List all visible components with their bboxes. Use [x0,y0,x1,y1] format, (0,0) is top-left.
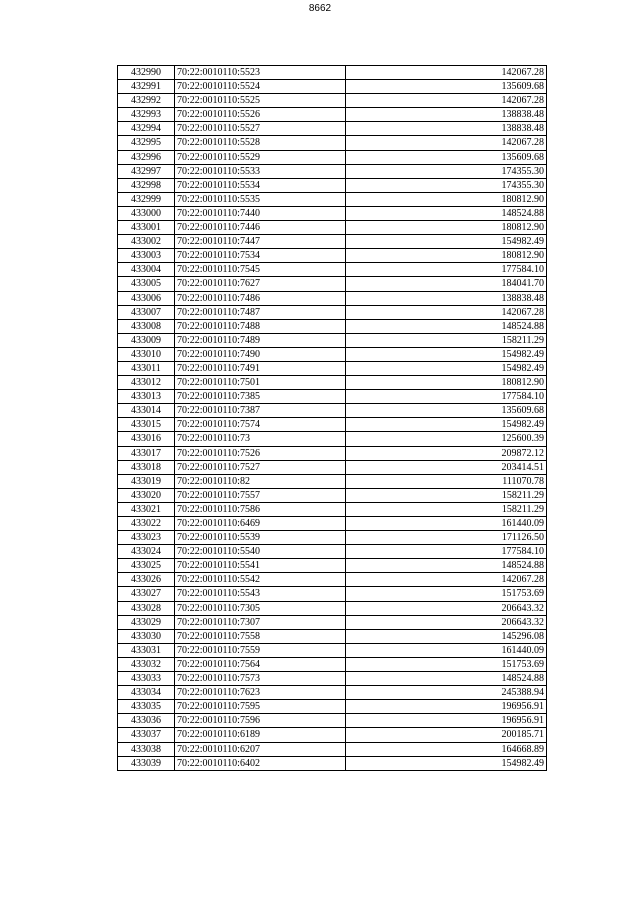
row-number-cell: 432992 [118,94,175,108]
value-cell: 180812.90 [346,376,547,390]
table-row [118,164,547,178]
row-number-cell: 433028 [118,601,175,615]
row-number-cell: 433006 [118,291,175,305]
row-number-cell: 433024 [118,545,175,559]
value-cell: 203414.51 [346,460,547,474]
value-cell: 196956.91 [346,700,547,714]
value-cell: 154982.49 [346,347,547,361]
cadastral-number-cell: 70:22:0010110:7446 [175,221,346,235]
row-number-cell: 433019 [118,474,175,488]
table-body [118,66,547,771]
row-number-cell: 433014 [118,404,175,418]
value-cell: 138838.48 [346,122,547,136]
row-number-cell: 433003 [118,249,175,263]
row-number-cell: 433038 [118,742,175,756]
cadastral-number-cell: 70:22:0010110:7491 [175,361,346,375]
row-number-cell: 432990 [118,66,175,80]
cadastral-number-cell: 70:22:0010110:6469 [175,517,346,531]
cadastral-number-cell: 70:22:0010110:7574 [175,418,346,432]
cadastral-number-cell: 70:22:0010110:5540 [175,545,346,559]
row-number-cell: 433036 [118,714,175,728]
cadastral-number-cell: 70:22:0010110:7527 [175,460,346,474]
value-cell: 151753.69 [346,587,547,601]
cadastral-number-cell: 70:22:0010110:7526 [175,446,346,460]
table-row [118,601,547,615]
table-row [118,742,547,756]
value-cell: 142067.28 [346,94,547,108]
cadastral-number-cell: 70:22:0010110:5525 [175,94,346,108]
table-row [118,361,547,375]
cadastral-number-cell: 70:22:0010110:7440 [175,206,346,220]
value-cell: 148524.88 [346,319,547,333]
table-row [118,136,547,150]
row-number-cell: 432995 [118,136,175,150]
value-cell: 148524.88 [346,206,547,220]
row-number-cell: 433023 [118,531,175,545]
value-cell: 184041.70 [346,277,547,291]
row-number-cell: 433021 [118,502,175,516]
table-row [118,517,547,531]
row-number-cell: 433001 [118,221,175,235]
table-row [118,446,547,460]
page-number: 8662 [308,3,332,14]
row-number-cell: 433000 [118,206,175,220]
table-row [118,756,547,770]
cadastral-number-cell: 70:22:0010110:7307 [175,615,346,629]
value-cell: 177584.10 [346,545,547,559]
table-row [118,178,547,192]
value-cell: 154982.49 [346,418,547,432]
table-row [118,700,547,714]
row-number-cell: 433011 [118,361,175,375]
cadastral-number-cell: 70:22:0010110:6207 [175,742,346,756]
cadastral-number-cell: 70:22:0010110:7488 [175,319,346,333]
table-row [118,657,547,671]
table-row [118,333,547,347]
row-number-cell: 433035 [118,700,175,714]
row-number-cell: 433030 [118,629,175,643]
cadastral-value-table [117,65,547,771]
value-cell: 135609.68 [346,150,547,164]
cadastral-number-cell: 70:22:0010110:6402 [175,756,346,770]
table-row [118,319,547,333]
value-cell: 180812.90 [346,249,547,263]
value-cell: 154982.49 [346,235,547,249]
table-row [118,347,547,361]
table-row [118,672,547,686]
cadastral-number-cell: 70:22:0010110:7623 [175,686,346,700]
value-cell: 135609.68 [346,80,547,94]
value-cell: 177584.10 [346,390,547,404]
table-row [118,728,547,742]
value-cell: 161440.09 [346,643,547,657]
value-cell: 154982.49 [346,361,547,375]
cadastral-number-cell: 70:22:0010110:7545 [175,263,346,277]
row-number-cell: 433016 [118,432,175,446]
value-cell: 142067.28 [346,66,547,80]
table-row [118,390,547,404]
row-number-cell: 433029 [118,615,175,629]
value-cell: 158211.29 [346,488,547,502]
table-row [118,432,547,446]
row-number-cell: 432999 [118,192,175,206]
cadastral-number-cell: 70:22:0010110:7489 [175,333,346,347]
row-number-cell: 433022 [118,517,175,531]
cadastral-number-cell: 70:22:0010110:7573 [175,672,346,686]
value-cell: 206643.32 [346,601,547,615]
value-cell: 177584.10 [346,263,547,277]
table-row [118,150,547,164]
table-row [118,474,547,488]
row-number-cell: 433013 [118,390,175,404]
cadastral-number-cell: 70:22:0010110:7586 [175,502,346,516]
cadastral-number-cell: 70:22:0010110:5527 [175,122,346,136]
value-cell: 174355.30 [346,178,547,192]
row-number-cell: 433018 [118,460,175,474]
row-number-cell: 432993 [118,108,175,122]
cadastral-number-cell: 70:22:0010110:5543 [175,587,346,601]
table-row [118,714,547,728]
table-row [118,305,547,319]
table-row [118,460,547,474]
cadastral-number-cell: 70:22:0010110:7534 [175,249,346,263]
cadastral-number-cell: 70:22:0010110:7490 [175,347,346,361]
value-cell: 111070.78 [346,474,547,488]
value-cell: 180812.90 [346,192,547,206]
cadastral-number-cell: 70:22:0010110:7385 [175,390,346,404]
table-row [118,221,547,235]
cadastral-number-cell: 70:22:0010110:7595 [175,700,346,714]
table-row [118,66,547,80]
table-row [118,629,547,643]
row-number-cell: 433008 [118,319,175,333]
row-number-cell: 433012 [118,376,175,390]
table-row [118,643,547,657]
cadastral-number-cell: 70:22:0010110:5541 [175,559,346,573]
row-number-cell: 433007 [118,305,175,319]
table-row [118,404,547,418]
value-cell: 161440.09 [346,517,547,531]
row-number-cell: 433015 [118,418,175,432]
row-number-cell: 433026 [118,573,175,587]
row-number-cell: 432997 [118,164,175,178]
table-row [118,488,547,502]
value-cell: 135609.68 [346,404,547,418]
cadastral-number-cell: 70:22:0010110:7387 [175,404,346,418]
value-cell: 142067.28 [346,136,547,150]
value-cell: 196956.91 [346,714,547,728]
value-cell: 206643.32 [346,615,547,629]
cadastral-number-cell: 70:22:0010110:5535 [175,192,346,206]
table-row [118,80,547,94]
table-row [118,192,547,206]
value-cell: 171126.50 [346,531,547,545]
cadastral-number-cell: 70:22:0010110:73 [175,432,346,446]
table-row [118,573,547,587]
table-row [118,587,547,601]
cadastral-number-cell: 70:22:0010110:7487 [175,305,346,319]
value-cell: 200185.71 [346,728,547,742]
value-cell: 148524.88 [346,672,547,686]
table-row [118,291,547,305]
value-cell: 174355.30 [346,164,547,178]
cadastral-number-cell: 70:22:0010110:5529 [175,150,346,164]
table-row [118,686,547,700]
cadastral-number-cell: 70:22:0010110:5534 [175,178,346,192]
table-row [118,418,547,432]
cadastral-number-cell: 70:22:0010110:7486 [175,291,346,305]
cadastral-number-cell: 70:22:0010110:7558 [175,629,346,643]
row-number-cell: 433027 [118,587,175,601]
cadastral-number-cell: 70:22:0010110:5542 [175,573,346,587]
cadastral-number-cell: 70:22:0010110:7501 [175,376,346,390]
row-number-cell: 433010 [118,347,175,361]
row-number-cell: 433031 [118,643,175,657]
value-cell: 142067.28 [346,573,547,587]
cadastral-number-cell: 70:22:0010110:6189 [175,728,346,742]
row-number-cell: 432991 [118,80,175,94]
table-row [118,263,547,277]
value-cell: 142067.28 [346,305,547,319]
cadastral-number-cell: 70:22:0010110:5539 [175,531,346,545]
row-number-cell: 433004 [118,263,175,277]
cadastral-number-cell: 70:22:0010110:7627 [175,277,346,291]
cadastral-number-cell: 70:22:0010110:7447 [175,235,346,249]
table-row [118,122,547,136]
value-cell: 245388.94 [346,686,547,700]
table-row [118,108,547,122]
row-number-cell: 433032 [118,657,175,671]
cadastral-number-cell: 70:22:0010110:5533 [175,164,346,178]
row-number-cell: 433020 [118,488,175,502]
cadastral-number-cell: 70:22:0010110:5528 [175,136,346,150]
cadastral-number-cell: 70:22:0010110:5524 [175,80,346,94]
table-row [118,206,547,220]
row-number-cell: 433034 [118,686,175,700]
row-number-cell: 433017 [118,446,175,460]
cadastral-number-cell: 70:22:0010110:5526 [175,108,346,122]
value-cell: 158211.29 [346,502,547,516]
value-cell: 158211.29 [346,333,547,347]
table-row [118,277,547,291]
value-cell: 151753.69 [346,657,547,671]
row-number-cell: 433039 [118,756,175,770]
table-row [118,235,547,249]
value-cell: 209872.12 [346,446,547,460]
row-number-cell: 432998 [118,178,175,192]
row-number-cell: 433002 [118,235,175,249]
table-row [118,531,547,545]
value-cell: 148524.88 [346,559,547,573]
table-row [118,502,547,516]
value-cell: 180812.90 [346,221,547,235]
value-cell: 138838.48 [346,108,547,122]
row-number-cell: 433025 [118,559,175,573]
value-cell: 138838.48 [346,291,547,305]
value-cell: 154982.49 [346,756,547,770]
value-cell: 145296.08 [346,629,547,643]
cadastral-number-cell: 70:22:0010110:7305 [175,601,346,615]
row-number-cell: 433037 [118,728,175,742]
table-row [118,559,547,573]
table-row [118,545,547,559]
cadastral-number-cell: 70:22:0010110:7557 [175,488,346,502]
value-cell: 164668.89 [346,742,547,756]
row-number-cell: 433009 [118,333,175,347]
cadastral-number-cell: 70:22:0010110:82 [175,474,346,488]
row-number-cell: 432994 [118,122,175,136]
row-number-cell: 433033 [118,672,175,686]
table-row [118,94,547,108]
row-number-cell: 432996 [118,150,175,164]
cadastral-number-cell: 70:22:0010110:7559 [175,643,346,657]
table-row [118,249,547,263]
cadastral-number-cell: 70:22:0010110:7564 [175,657,346,671]
value-cell: 125600.39 [346,432,547,446]
row-number-cell: 433005 [118,277,175,291]
table-row [118,615,547,629]
table-row [118,376,547,390]
cadastral-number-cell: 70:22:0010110:5523 [175,66,346,80]
cadastral-number-cell: 70:22:0010110:7596 [175,714,346,728]
